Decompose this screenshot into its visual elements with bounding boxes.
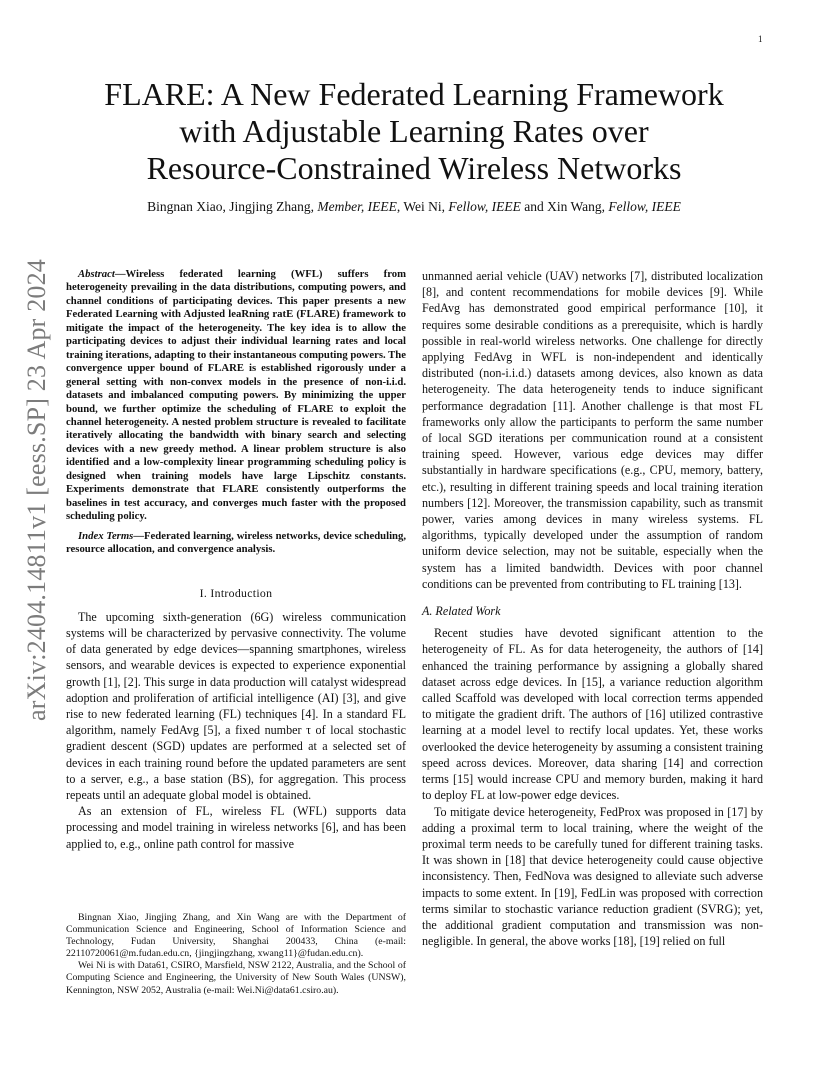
author-role: Fellow, IEEE <box>608 199 681 214</box>
footnote: Bingnan Xiao, Jingjing Zhang, and Xin Wang are with the Department of Communication Science and Engineering, School of Information Science and Technology, Fudan University, Shanghai 200433, China (e-mail: 22110720061@m.fudan.edu.cn, {jingjingzhang, xwang11}@fudan.edu.cn). <box>66 912 406 960</box>
index-terms <box>66 530 406 557</box>
subsection-heading: A. Related Work <box>422 604 501 619</box>
paragraph: unmanned aerial vehicle (UAV) networks [7], distributed localization [8], and content recommendations for mobile devices [9]. While FedAvg has demonstrated good empirical performance [10], it requires some desirable conditions as a prerequisite, which is hardly possible in real-world wireless networks. One challenge for directly applying FedAvg in WFL is non-independent and identically distributed (non-i.i.d.) datasets among devices, also known as data heterogeneity. The data heterogeneity tends to induce significant performance degradation [11]. Another challenge is that most FL frameworks only allow the participants to perform the same number of local SGD iterations per communication round at a consistent training speed. However, various edge devices may differ substantially in hardware specifications (e.g., CPU, memory, battery, etc.), resulting in different training speeds and local training iteration numbers [12]. Moreover, the transmission capability, such as transmit power, varies among devices in many wireless systems. FL algorithms, typically developed under the assumption of random uniform device selection, may not be suitable, especially when the system has a limited bandwidth. Devices with poor channel conditions can be prevented from contributing to FL training [13]. <box>422 269 763 591</box>
title-line: FLARE: A New Federated Learning Framework <box>104 76 724 112</box>
paragraph: To mitigate device heterogeneity, FedProx was proposed in [17] by adding a proximal term to local training, where the weight of the proximal term needs to be carefully tuned for different training tasks. It was shown in [18] that device heterogeneity could cause objective inconsistency. Then, FedNova was designed to alleviate such adverse impacts to some extent. In [19], FedLin was proposed with correction terms similar to stochastic variance reduction gradient (SVRG); yet, the additional gradient computation and transmission was non-negligible. In general, the above works [18], [19] relied on full <box>422 804 763 949</box>
paragraph: As an extension of FL, wireless FL (WFL) supports data processing and model training in wireless networks [6], and has been applied to, e.g., online path control for massive <box>66 804 406 851</box>
author-text: , Wei Ni, <box>396 199 449 214</box>
arxiv-stamp-text: arXiv:2404.14811v1 [eess.SP] 23 Apr 2024 <box>22 258 51 722</box>
footnote: Wei Ni is with Data61, CSIRO, Marsfield, NSW 2122, Australia, and the School of Computing Science and Engineering, the University of New South Wales (UNSW), Kennington, NSW 2052, Australia (e-mail: Wei.Ni@data61.csiro.au). <box>66 960 406 996</box>
left-column <box>66 268 406 852</box>
page-number: 1 <box>758 34 763 44</box>
abstract-text: —Wireless federated learning (WFL) suffers from heterogeneity prevailing in the data distributions, computing powers, and channel conditions of participating devices. This paper presents a new Federated Learning with Adjusted leaRning ratE (FLARE) framework to mitigate the impact of the heterogeneity. The key idea is to allow the participating devices to adjust their individual learning rates and local training iterations, adapting to their instantaneous computing powers. The convergence upper bound of FLARE is established rigorously under a general setting with non-convex models in the presence of non-i.i.d. datasets and imbalanced computing powers. By minimizing the upper bound, we further optimize the scheduling of FLARE to exploit the channel heterogeneity. A nested problem structure is revealed to facilitate iteratively allocating the bandwidth with binary search and selecting devices with a new greedy method. A linear problem structure is also identified and a low-complexity linear programming scheduling policy is designed when training models have large Lipschitz constants. Experiments demonstrate that FLARE consistently outperforms the baselines in test accuracy, and converges much faster with the proposed scheduling policy. <box>66 268 406 523</box>
abstract-lead: Abstract <box>78 268 115 280</box>
paragraph: Recent studies have devoted significant attention to the heterogeneity of FL. As for data heterogeneity, the authors of [14] enhanced the training performance by assigning a globally shared dataset across edge devices. In [15], a variance reduction algorithm called Scaffold was developed with local correction terms appended to mitigate the gradient drift. The authors of [16] utilized contrastive learning at a model level to rectify local updates. Yet, these works overlooked the device heterogeneity by assuming a consistent training speed across devices. Moreover, data sharing [14] and correction terms [15] would increase CPU and memory burden, making it hard to deploy FL at low-power edge devices. <box>422 626 763 803</box>
index-terms-lead: Index Terms <box>78 529 134 542</box>
paper-title <box>66 76 762 187</box>
title-line: Resource-Constrained Wireless Networks <box>146 150 682 186</box>
author-text: Bingnan Xiao, Jingjing Zhang, <box>147 199 318 214</box>
abstract <box>66 268 406 524</box>
author-text: and Xin Wang, <box>520 199 609 214</box>
arxiv-stamp <box>14 258 60 722</box>
paragraph: The upcoming sixth-generation (6G) wireless communication systems will be characterized by pervasive connectivity. The volume of data generated by edge devices—spanning smartphones, wireless sensors, and wearable devices is expected to experience exponential growth [1], [2]. This surge in data production will catalyst widespread adoption and proliferation of artificial intelligence (AI) [3], and give rise to new federated learning (FL) techniques [4]. In a standard FL algorithm, namely FedAvg [5], a fixed number τ of local stochastic gradient descent (SGD) updates are performed at a selected set of devices in each training round before the updated parameters are sent to a server, e.g., a base station (BS), for aggregation. This process repeats until an adequate global model is obtained. <box>66 609 406 802</box>
section-heading: I. Introduction <box>199 585 273 600</box>
title-line: with Adjustable Learning Rates over <box>179 113 649 149</box>
footnotes <box>66 912 406 997</box>
author-role: Member, IEEE <box>317 199 397 214</box>
index-terms-text: —Federated learning, wireless networks, device scheduling, resource allocation, and convergence analysis. <box>66 529 406 556</box>
right-column <box>422 268 763 949</box>
author-list <box>66 199 762 215</box>
author-role: Fellow, IEEE <box>448 199 521 214</box>
